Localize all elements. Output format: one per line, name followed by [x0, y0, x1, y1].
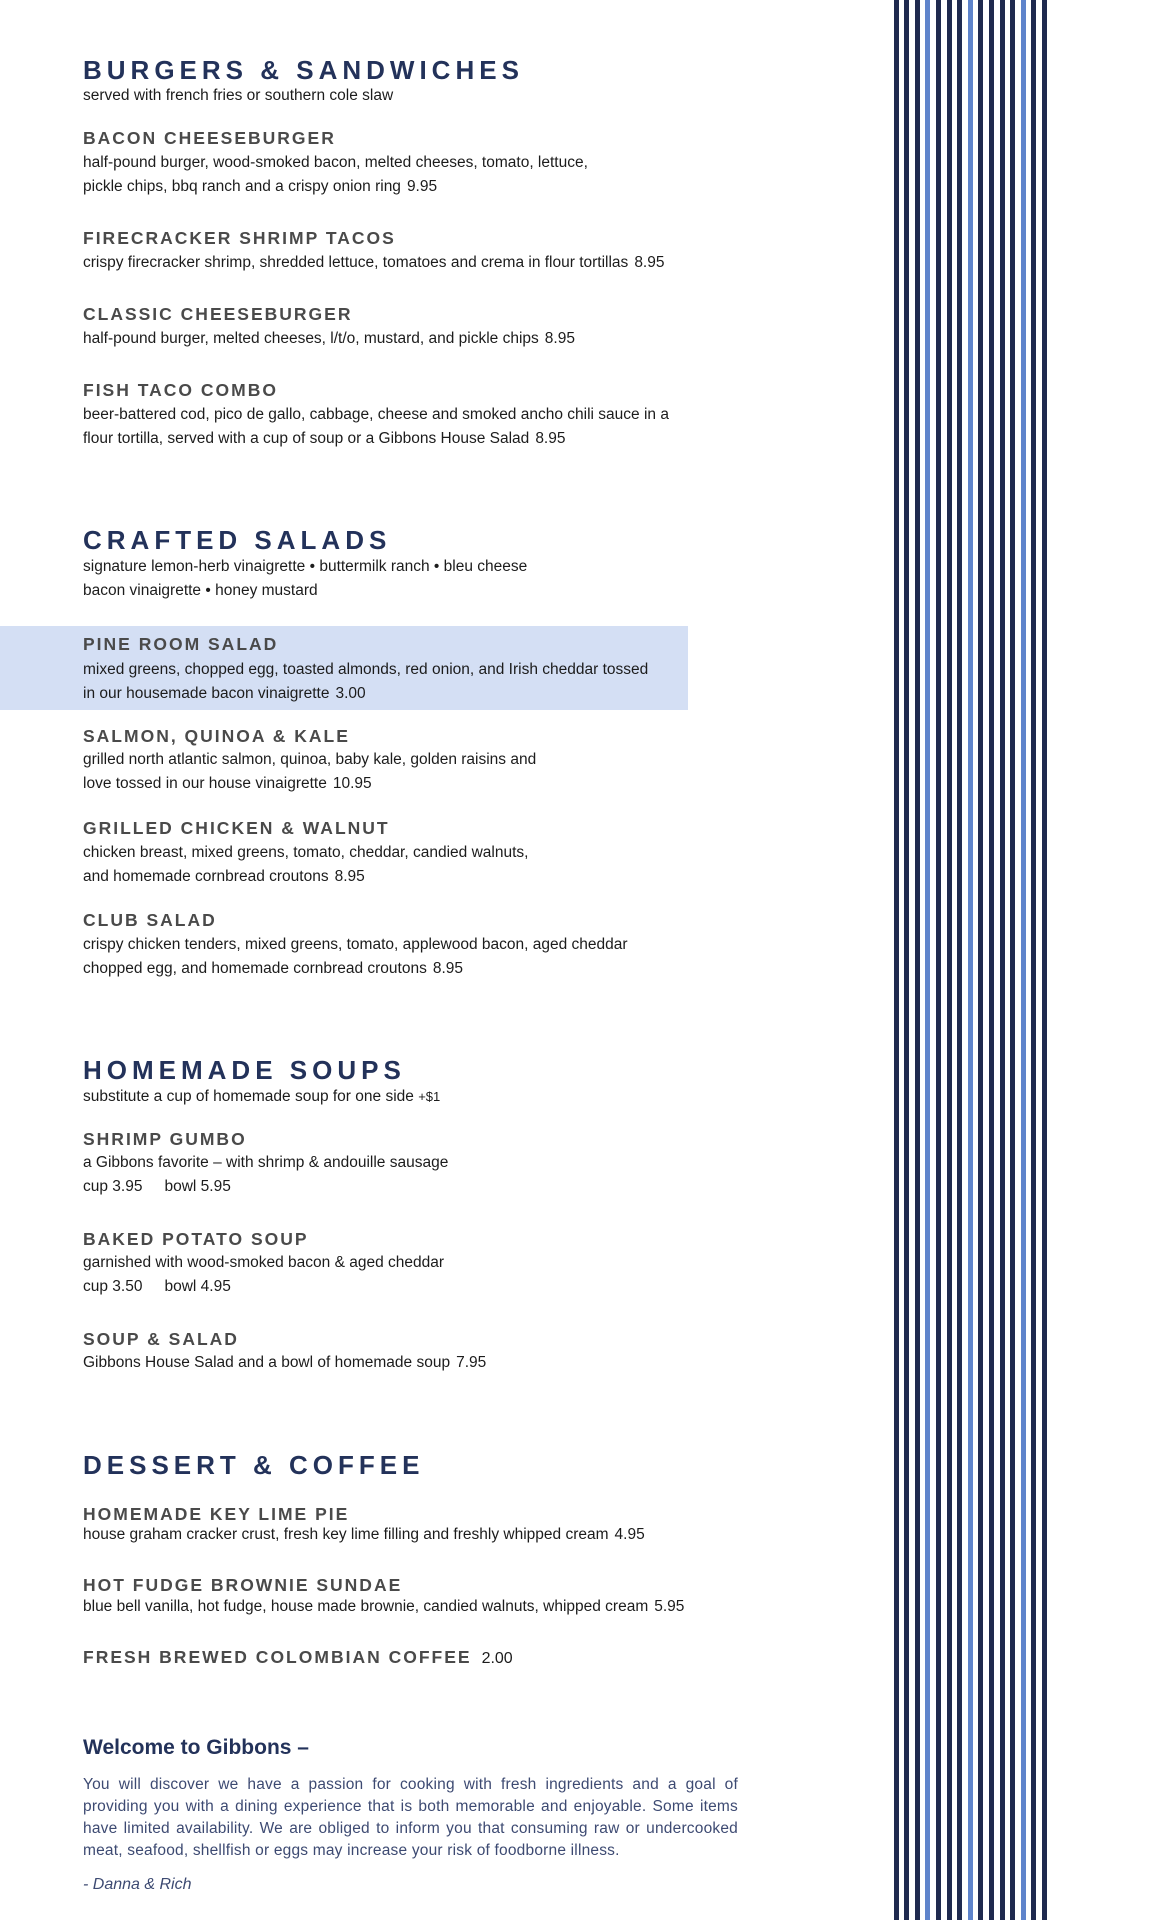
stripe	[1031, 0, 1036, 1920]
item-price: 8.95	[432, 960, 463, 977]
item-price: 4.95	[614, 1526, 645, 1543]
item-description: a Gibbons favorite – with shrimp & andouille sausage cup 3.95 bowl 5.95	[83, 1154, 449, 1195]
section-title-dessert: DESSERT & COFFEE	[83, 1450, 425, 1480]
item-name: HOT FUDGE BROWNIE SUNDAE	[83, 1575, 403, 1595]
section-subtitle-burgers: served with french fries or southern cole slaw	[83, 87, 394, 104]
item-description: crispy chicken tenders, mixed greens, tomato, applewood bacon, aged cheddar chopped egg, and homemade cornbread croutons 8.95	[83, 936, 628, 977]
item-price: 2.00	[481, 1650, 513, 1667]
item-description: grilled north atlantic salmon, quinoa, baby kale, golden raisins and love tossed in our house vinaigrette 10.95	[83, 751, 537, 792]
item-description: half-pound burger, wood-smoked bacon, melted cheeses, tomato, lettuce, pickle chips, bbq ranch and a crispy onion ring 9.95	[83, 154, 588, 195]
item-name: SHRIMP GUMBO	[83, 1129, 247, 1149]
item-name: CLASSIC CHEESEBURGER	[83, 304, 353, 324]
item-description: crispy firecracker shrimp, shredded lettuce, tomatoes and crema in flour tortillas 8.95	[83, 254, 665, 271]
stripe	[904, 0, 909, 1920]
item-description: beer-battered cod, pico de gallo, cabbage, cheese and smoked ancho chili sauce in a flour tortilla, served with a cup of soup or a Gibbons House Salad 8.95	[83, 406, 669, 447]
stripe	[1021, 0, 1026, 1920]
welcome-title: Welcome to Gibbons –	[83, 1736, 309, 1759]
item-price: 3.00	[335, 685, 366, 702]
stripe	[925, 0, 930, 1920]
stripe	[1042, 0, 1047, 1920]
item-name: BAKED POTATO SOUP	[83, 1229, 309, 1249]
stripe	[894, 0, 899, 1920]
item-price: 10.95	[332, 775, 372, 792]
signature: - Danna & Rich	[83, 1876, 192, 1893]
item-description: chicken breast, mixed greens, tomato, cheddar, candied walnuts, and homemade cornbread croutons 8.95	[83, 844, 529, 885]
section-title-soups: HOMEMADE SOUPS	[83, 1055, 406, 1085]
stripe	[915, 0, 920, 1920]
item-description: half-pound burger, melted cheeses, l/t/o, mustard, and pickle chips 8.95	[83, 330, 575, 347]
item-name: FIRECRACKER SHRIMP TACOS	[83, 228, 396, 248]
section-title-burgers: BURGERS & SANDWICHES	[83, 55, 524, 85]
item-price: 8.95	[535, 430, 566, 447]
item-price: 8.95	[634, 254, 665, 271]
item-price: 5.95	[654, 1598, 685, 1615]
item-name: SOUP & SALAD	[83, 1329, 239, 1349]
item-price: 7.95	[456, 1354, 487, 1371]
item-name: GRILLED CHICKEN & WALNUT	[83, 818, 390, 838]
stripe	[957, 0, 962, 1920]
decorative-stripes	[890, 0, 1159, 1920]
section-subtitle-soups: substitute a cup of homemade soup for one side +$1	[83, 1088, 441, 1105]
stripe	[968, 0, 973, 1920]
stripe	[989, 0, 994, 1920]
item-name: FISH TACO COMBO	[83, 380, 278, 400]
section-subtitle-salads: signature lemon-herb vinaigrette • buttermilk ranch • bleu cheese bacon vinaigrette • honey mustard	[83, 558, 528, 599]
welcome-text: You will discover we have a passion for cooking with fresh ingredients and a goal of providing you with a dining experience that is both memorable and enjoyable. Some items have limited availability. We are obliged to inform you that consuming raw or undercooked meat, seafood, shellfish or eggs may increase your risk of foodborne illness.	[83, 1776, 738, 1859]
item-price: 9.95	[406, 178, 438, 195]
stripe	[947, 0, 952, 1920]
item-description: house graham cracker crust, fresh key lime filling and freshly whipped cream 4.95	[83, 1526, 645, 1543]
item-description: garnished with wood-smoked bacon & aged cheddar cup 3.50 bowl 4.95	[83, 1254, 445, 1295]
item-name: CLUB SALAD	[83, 910, 217, 930]
item-description: blue bell vanilla, hot fudge, house made brownie, candied walnuts, whipped cream 5.95	[83, 1598, 685, 1615]
item-name: PINE ROOM SALAD	[83, 634, 279, 654]
stripe	[1010, 0, 1015, 1920]
item-name: FRESH BREWED COLOMBIAN COFFEE 2.00	[83, 1647, 513, 1667]
item-description: mixed greens, chopped egg, toasted almonds, red onion, and Irish cheddar tossed in our housemade bacon vinaigrette 3.00	[83, 661, 649, 702]
section-title-salads: CRAFTED SALADS	[83, 525, 392, 555]
item-name: SALMON, QUINOA & KALE	[83, 726, 350, 746]
item-description: Gibbons House Salad and a bowl of homemade soup 7.95	[83, 1354, 487, 1371]
item-name: BACON CHEESEBURGER	[83, 128, 336, 148]
item-price: 8.95	[334, 868, 365, 885]
item-name: HOMEMADE KEY LIME PIE	[83, 1504, 350, 1524]
stripe	[1000, 0, 1005, 1920]
item-price: 8.95	[544, 330, 575, 347]
stripe	[936, 0, 941, 1920]
stripe	[978, 0, 983, 1920]
